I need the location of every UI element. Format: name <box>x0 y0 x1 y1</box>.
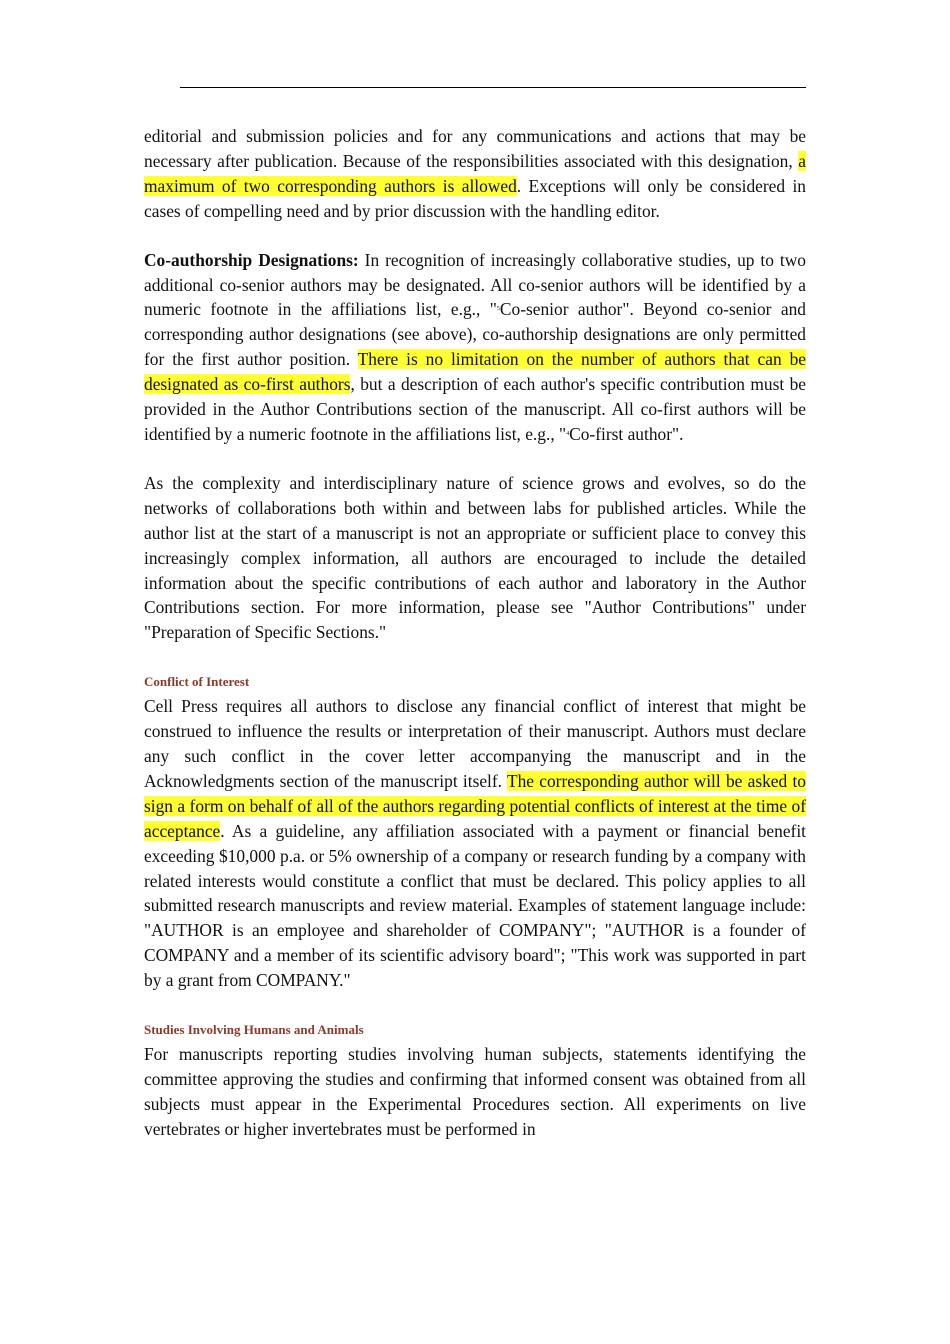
highlighted-text: There is no limitation on the number of authors that can be designated as co-first authors <box>144 349 807 395</box>
paragraph-conflict-of-interest <box>144 694 806 993</box>
text-run: Co-senior author". Beyond co-senior and corresponding author designations (see above), co-authorship designations are only permitted for the first author position. <box>144 299 807 370</box>
section-heading-conflict: Conflict of Interest <box>144 674 250 690</box>
text-run: Co-first author". <box>569 423 684 444</box>
text-run: . Exceptions will only be considered in cases of compelling need and by prior discussion with the handling editor. <box>144 175 806 221</box>
spacer <box>144 993 806 1018</box>
header-rule <box>180 87 806 88</box>
highlighted-text: The corresponding author will be asked to sign a form on behalf of all of the authors regarding potential conflicts of interest at the time of acceptance <box>144 770 806 841</box>
paragraph-collaboration: As the complexity and interdisciplinary nature of science grows and evolves, so do the networks of collaborations both within and between labs for published articles. While the author list at the start of a manuscript is not an appropriate or sufficient place to convey this increasingly complex information, all authors are encouraged to include the detailed information about the specific contributions of each author and laboratory in the Author Contributions section. For more information, please see "Author Contributions" under "Preparation of Specific Sections." <box>144 472 806 643</box>
text-run: , but a description of each author's specific contribution must be provided in the Author Contributions section of the manuscript. All co-first authors will be identified by a numeric footnote in the affiliations list, e.g., " <box>144 374 806 444</box>
spacer <box>144 224 806 248</box>
spacer <box>144 645 806 670</box>
paragraph-lead: Co-authorship Designations: <box>144 249 359 270</box>
paragraph-studies: For manuscripts reporting studies involving human subjects, statements identifying the committee approving the studies and confirming that informed consent was obtained from all subjects must appear in the Experimental Procedures section. All experiments on live vertebrates or higher invertebrates must be performed in <box>144 1044 806 1139</box>
spacer <box>144 447 806 471</box>
section-heading-studies: Studies Involving Humans and Animals <box>144 1022 364 1038</box>
text-run: editorial and submission policies and for any communications and actions that may be necessary after publication. Because of the responsibilities associated with this designation, <box>144 126 806 171</box>
text-run: . As a guideline, any affiliation associated with a payment or financial benefit exceeding $10,000 p.a. or 5% ownership of a company or research funding by a company with related interests would constitute a conflict that must be declared. This policy applies to all submitted research manuscripts and review material. Examples of statement language include: "AUTHOR is an employee and shareholder of COMPANY"; "AUTHOR is a founder of COMPANY and a member of its scientific advisory board"; "This work was supported in part by a grant from COMPANY." <box>144 820 806 991</box>
footnote-marker: 5 <box>496 306 500 313</box>
text-run: Cell Press requires all authors to disclose any financial conflict of interest that might be construed to influence the results or interpretation of their manuscript. Authors must declare any such conflict in the cover letter accompanying the manuscript and in the Acknowledgments section of the manuscript itself. <box>144 696 806 791</box>
highlighted-text: a maximum of two corresponding authors is allowed <box>144 150 806 196</box>
paragraph-co-authorship <box>144 248 806 447</box>
document-body <box>144 124 806 1142</box>
paragraph-corresponding-authors <box>144 124 806 224</box>
text-run: In recognition of increasingly collaborative studies, up to two additional co-senior authors may be designated. All co-senior authors will be identified by a numeric footnote in the affiliations list, e.g., " <box>144 249 806 320</box>
footnote-marker: 4 <box>566 430 570 437</box>
